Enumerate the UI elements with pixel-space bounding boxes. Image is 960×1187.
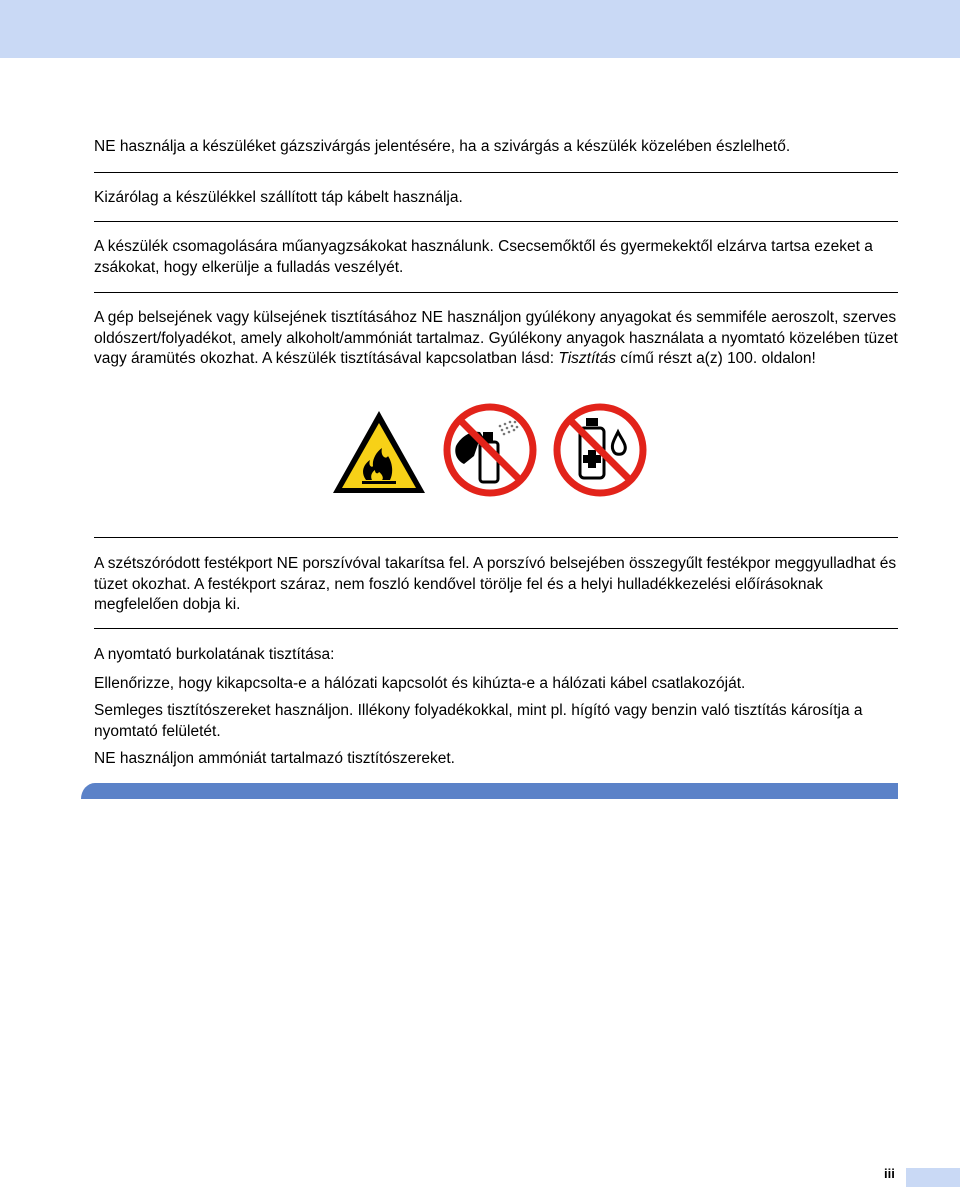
divider	[94, 292, 898, 293]
warning-gas-leak: NE használja a készüléket gázszivárgás jelentésére, ha a szivárgás a készülék közelében észlelhető.	[94, 138, 791, 155]
instruction-neutral-cleaner: Semleges tisztítószereket használjon. Illékony folyadékokkal, mint pl. hígító vagy benzin való tisztítás károsítja a nyomtató felületét.	[94, 702, 863, 740]
divider	[94, 628, 898, 629]
no-aerosol-spray-icon	[442, 402, 538, 498]
warning-toner-vacuum: A szétszóródott festékport NE porszívóval takarítsa fel. A porszívó belsejében összegyűlt festékpor meggyulladhat és tüzet okozhat. A festékport száraz, nem foszló kendővel törölje fel és a helyi hulladékkezelési előírásoknak megfelelően dobja ki.	[94, 555, 897, 613]
divider	[94, 172, 898, 173]
section-heading-cleaning: A nyomtató burkolatának tisztítása:	[94, 646, 335, 663]
warning-flammable-cleaning	[94, 308, 898, 370]
warning-text-tail: című részt a(z) 100. oldalon!	[615, 350, 816, 367]
flammable-warning-icon	[330, 408, 428, 496]
footer-bar	[81, 783, 898, 799]
page-number: iii	[884, 1166, 895, 1181]
cleaning-reference-link[interactable]: Tisztítás	[558, 350, 616, 367]
divider	[94, 221, 898, 222]
instruction-unplug: Ellenőrizze, hogy kikapcsolta-e a hálózati kapcsolót és kihúzta-e a hálózati kábel csatlakozóját.	[94, 675, 746, 692]
warning-plastic-bags: A készülék csomagolására műanyagzsákokat használunk. Csecsemőktől és gyermekektől elzárva tartsa ezeket a zsákokat, hogy elkerülje a fulladás veszélyét.	[94, 238, 873, 276]
warning-power-cable: Kizárólag a készülékkel szállított táp kábelt használja.	[94, 189, 463, 206]
safety-icons	[330, 402, 650, 502]
no-flammable-liquid-icon	[552, 402, 648, 498]
instruction-no-ammonia: NE használjon ammóniát tartalmazó tisztítószereket.	[94, 750, 455, 767]
page-number-tab	[906, 1168, 960, 1187]
warning-text: A gép belsejének vagy külsejének tisztításához NE használjon gyúlékony anyagokat és semmiféle aeroszolt, szerves oldószert/folyadékot, amely alkoholt/ammóniát tartalmaz. Gyúlékony anyagok használata a nyomtató közelében tüzet vagy áramütés okozhat. A készülék tisztításával kapcsolatban lásd:	[94, 309, 898, 367]
header-band	[0, 0, 960, 58]
divider	[94, 537, 898, 538]
